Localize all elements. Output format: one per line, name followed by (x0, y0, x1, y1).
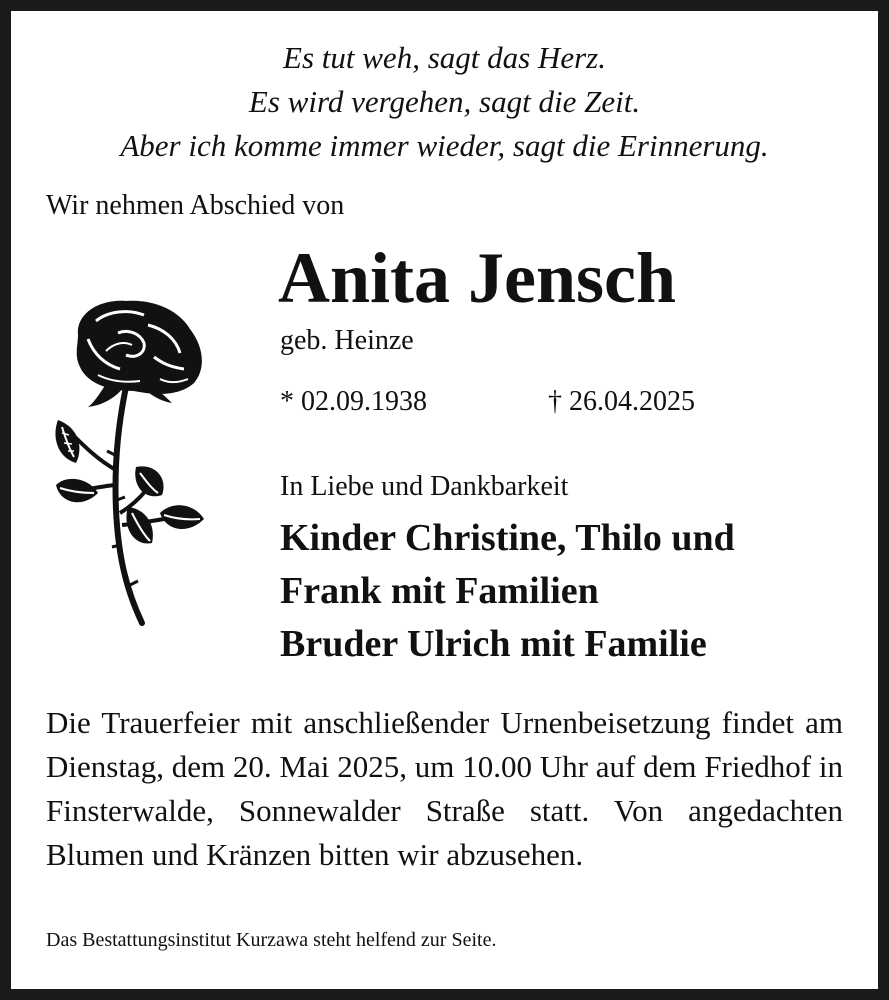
poem-line: Es tut weh, sagt das Herz. (283, 40, 606, 75)
birth-date: * 02.09.1938 (280, 386, 427, 417)
maiden-name: geb. Heinze (280, 325, 414, 356)
mourners (280, 512, 735, 671)
dedication: In Liebe und Dankbarkeit (280, 471, 569, 502)
mourner-line: Kinder Christine, Thilo und (280, 517, 735, 559)
poem (11, 36, 878, 168)
poem-line: Aber ich komme immer wieder, sagt die Erinnerung. (120, 128, 769, 163)
deceased-name: Anita Jensch (278, 238, 677, 318)
undertaker-note: Das Bestattungsinstitut Kurzawa steht helfend zur Seite. (46, 929, 497, 951)
death-date: † 26.04.2025 (548, 386, 695, 417)
farewell-intro: Wir nehmen Abschied von (46, 190, 345, 221)
mourner-line: Bruder Ulrich mit Familie (280, 623, 707, 665)
ceremony-details: Die Trauerfeier mit anschließender Urnenbeisetzung findet am Dienstag, dem 20. Mai 2025, um 10.00 Uhr auf dem Friedhof in Finsterwalde, Sonnewalder Straße statt. Von angedachten Blumen und Kränzen bitten wir abzusehen. (46, 705, 843, 872)
poem-line: Es wird vergehen, sagt die Zeit. (248, 84, 641, 119)
rose-icon (48, 295, 213, 630)
mourner-line: Frank mit Familien (280, 570, 599, 612)
